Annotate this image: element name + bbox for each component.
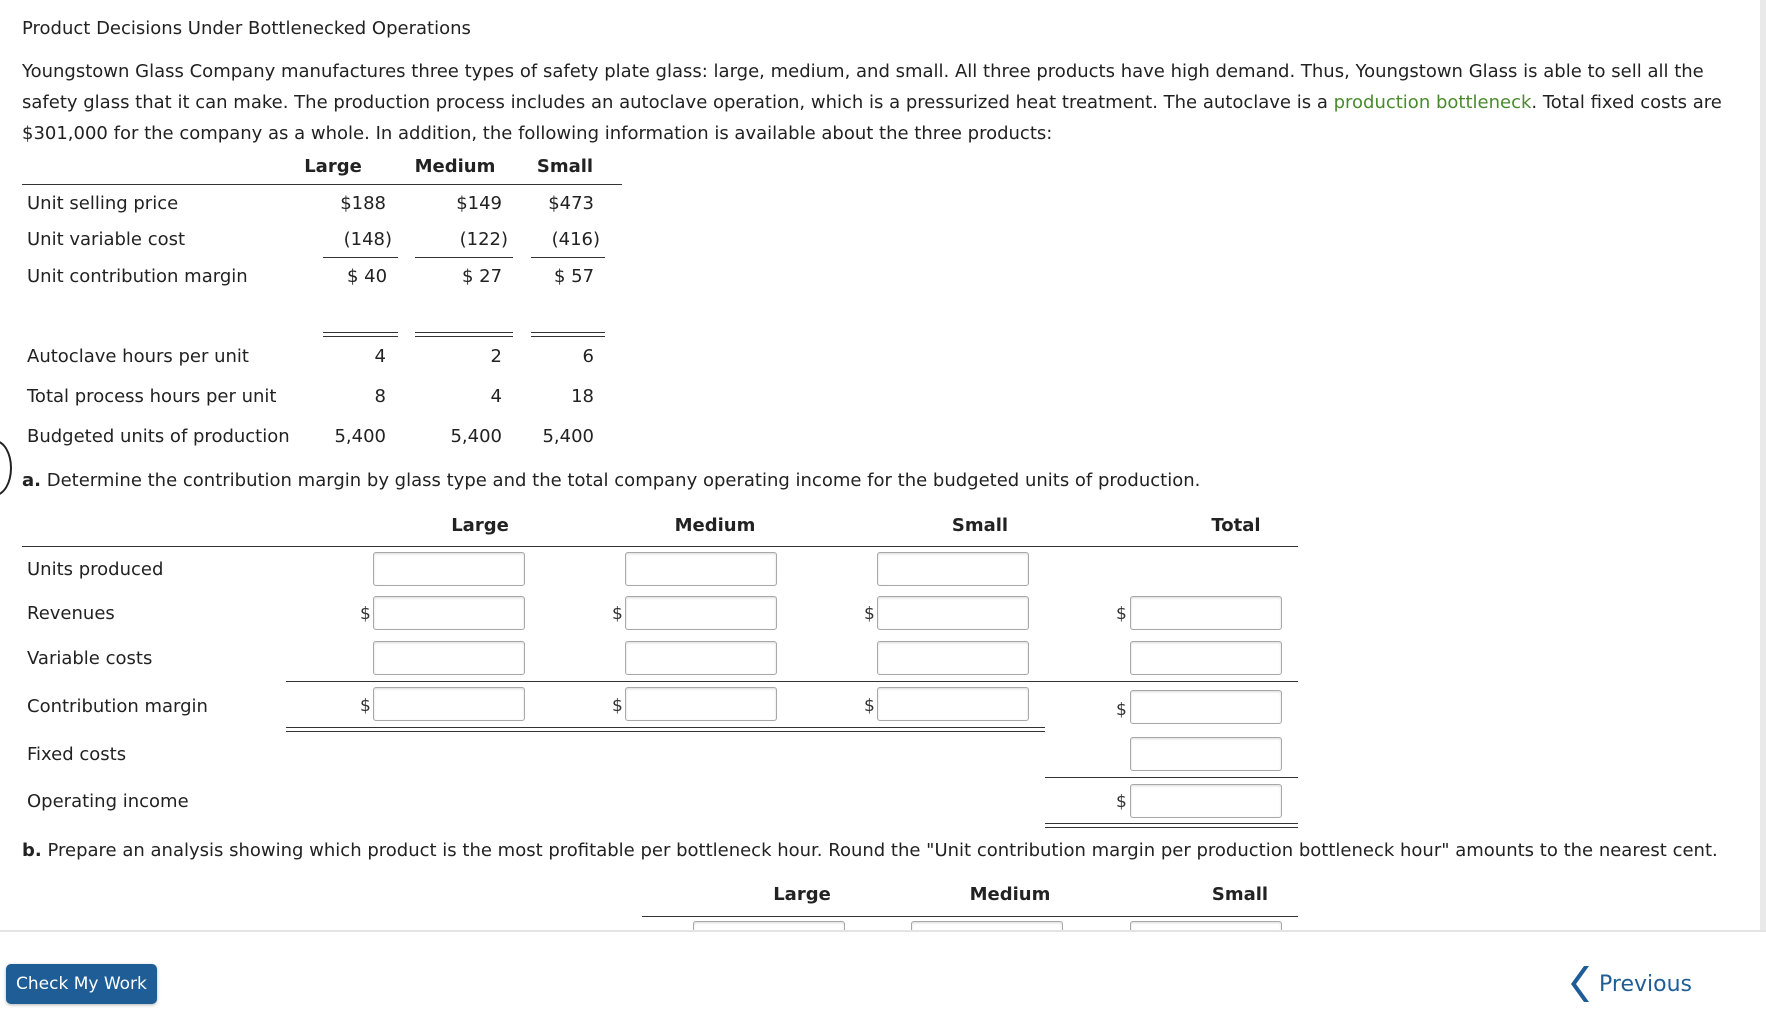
subtotal-rule	[531, 257, 605, 258]
revenues-small-input[interactable]	[877, 596, 1029, 630]
intro-text-1: Youngstown Glass Company manufactures three types of safety plate glass: large, medium, and small. All three products have high demand. Thus, Youngstown Glass is able to sell all the safety glass that it can make. The production process includes an autoclave operation, which is a pressurized heat treatment. The autoclave is a	[22, 61, 1704, 113]
intro-text-2: . Total fixed costs are $301,000 for the company as a whole. In addition, the following information is available about the three products:	[22, 92, 1722, 144]
part-b-prompt	[22, 840, 1718, 861]
currency-symbol: $	[612, 604, 623, 624]
info-row-label: Autoclave hours per unit	[27, 346, 249, 367]
info-cell: $473	[548, 193, 594, 214]
subtotal-rule	[1045, 777, 1298, 778]
info-header-rule	[22, 184, 622, 185]
variable-costs-medium-input[interactable]	[625, 641, 777, 675]
info-row-label: Unit variable cost	[27, 229, 186, 250]
currency-symbol: $	[612, 696, 623, 716]
currency-symbol: $	[1116, 604, 1127, 624]
info-row-label: Unit contribution margin	[27, 266, 248, 287]
production-bottleneck-link[interactable]: production bottleneck	[1333, 92, 1532, 113]
part-b-header-small: Small	[1211, 884, 1269, 905]
variable-costs-small-input[interactable]	[877, 641, 1029, 675]
info-cell: $188	[340, 193, 386, 214]
previous-label: Previous	[1599, 971, 1692, 997]
info-cell: 4	[490, 386, 502, 407]
row-label-operating-income: Operating income	[27, 791, 189, 812]
info-cell: 4	[374, 346, 386, 367]
variable-costs-total-input[interactable]	[1130, 641, 1282, 675]
currency-symbol: $	[1116, 700, 1127, 720]
info-cell: 5,400	[542, 426, 594, 447]
revenues-large-input[interactable]	[373, 596, 525, 630]
part-a-header-rule	[22, 546, 1298, 547]
subtotal-rule	[323, 257, 398, 258]
chevron-left-icon	[1571, 964, 1593, 1004]
part-b-text: Prepare an analysis showing which product is the most profitable per bottleneck hour. Round the "Unit contribution margin per production bottleneck hour" amounts to the nearest cent.	[47, 840, 1718, 861]
part-a-header-total: Total	[1211, 515, 1261, 536]
info-row-label: Total process hours per unit	[27, 386, 277, 407]
row-label-units-produced: Units produced	[27, 559, 164, 580]
info-header-medium: Medium	[414, 156, 496, 177]
info-header-large: Large	[304, 156, 362, 177]
subtotal-rule	[415, 257, 513, 258]
row-label-variable-costs: Variable costs	[27, 648, 153, 669]
row-label-fixed-costs: Fixed costs	[27, 744, 127, 765]
part-a-header-small: Small	[951, 515, 1009, 536]
info-cell: $149	[456, 193, 502, 214]
info-cell: 18	[571, 386, 594, 407]
row-label-contribution-margin: Contribution margin	[27, 696, 208, 717]
fixed-costs-total-input[interactable]	[1130, 737, 1282, 771]
part-b-small-input[interactable]	[1130, 921, 1282, 930]
part-b-header-large: Large	[773, 884, 831, 905]
currency-symbol: $	[864, 604, 875, 624]
info-cell: (416)	[551, 229, 600, 250]
info-row-label: Budgeted units of production	[27, 426, 290, 447]
page-title: Product Decisions Under Bottlenecked Operations	[22, 18, 471, 39]
footer-bar	[0, 930, 1766, 1012]
currency-symbol: $	[360, 604, 371, 624]
part-a-header-medium: Medium	[674, 515, 756, 536]
info-cell: $ 57	[554, 266, 595, 287]
info-cell: (122)	[459, 229, 508, 250]
part-a-header-large: Large	[451, 515, 509, 536]
info-cell: $ 27	[462, 266, 503, 287]
total-double-rule	[1045, 823, 1298, 828]
part-b-medium-input[interactable]	[911, 921, 1063, 930]
intro-paragraph	[22, 56, 1752, 149]
operating-income-total-input[interactable]	[1130, 784, 1282, 818]
part-a-letter: a.	[22, 470, 41, 491]
info-cell: (148)	[343, 229, 392, 250]
contribution-margin-total-input[interactable]	[1130, 690, 1282, 724]
part-b-large-input[interactable]	[693, 921, 845, 930]
part-b-header-medium: Medium	[969, 884, 1051, 905]
variable-costs-large-input[interactable]	[373, 641, 525, 675]
total-double-rule	[323, 332, 398, 337]
part-b-header-rule	[642, 916, 1298, 917]
check-my-work-button[interactable]: Check My Work	[6, 964, 157, 1004]
units-produced-medium-input[interactable]	[625, 552, 777, 586]
scrollbar[interactable]	[1760, 0, 1766, 930]
revenues-medium-input[interactable]	[625, 596, 777, 630]
info-cell: 5,400	[450, 426, 502, 447]
contribution-margin-small-input[interactable]	[877, 687, 1029, 721]
info-cell: 8	[374, 386, 386, 407]
currency-symbol: $	[864, 696, 875, 716]
row-label-revenues: Revenues	[27, 603, 115, 624]
info-cell: 5,400	[334, 426, 386, 447]
info-header-small: Small	[536, 156, 594, 177]
previous-button[interactable]	[1571, 964, 1692, 1004]
currency-symbol: $	[1116, 792, 1127, 812]
units-produced-small-input[interactable]	[877, 552, 1029, 586]
total-double-rule	[415, 332, 513, 337]
part-a-prompt	[22, 470, 1200, 491]
contribution-margin-large-input[interactable]	[373, 687, 525, 721]
total-double-rule	[531, 332, 605, 337]
contribution-margin-medium-input[interactable]	[625, 687, 777, 721]
info-cell: 2	[490, 346, 502, 367]
part-a-text: Determine the contribution margin by glass type and the total company operating income for the budgeted units of production.	[46, 470, 1201, 491]
revenues-total-input[interactable]	[1130, 596, 1282, 630]
subtotal-rule	[286, 681, 1298, 682]
info-cell: $ 40	[347, 266, 388, 287]
info-cell: 6	[582, 346, 594, 367]
units-produced-large-input[interactable]	[373, 552, 525, 586]
info-row-label: Unit selling price	[27, 193, 179, 214]
part-b-letter: b.	[22, 840, 42, 861]
currency-symbol: $	[360, 696, 371, 716]
expand-panel-tab[interactable]	[0, 440, 12, 496]
total-double-rule	[286, 727, 1045, 732]
